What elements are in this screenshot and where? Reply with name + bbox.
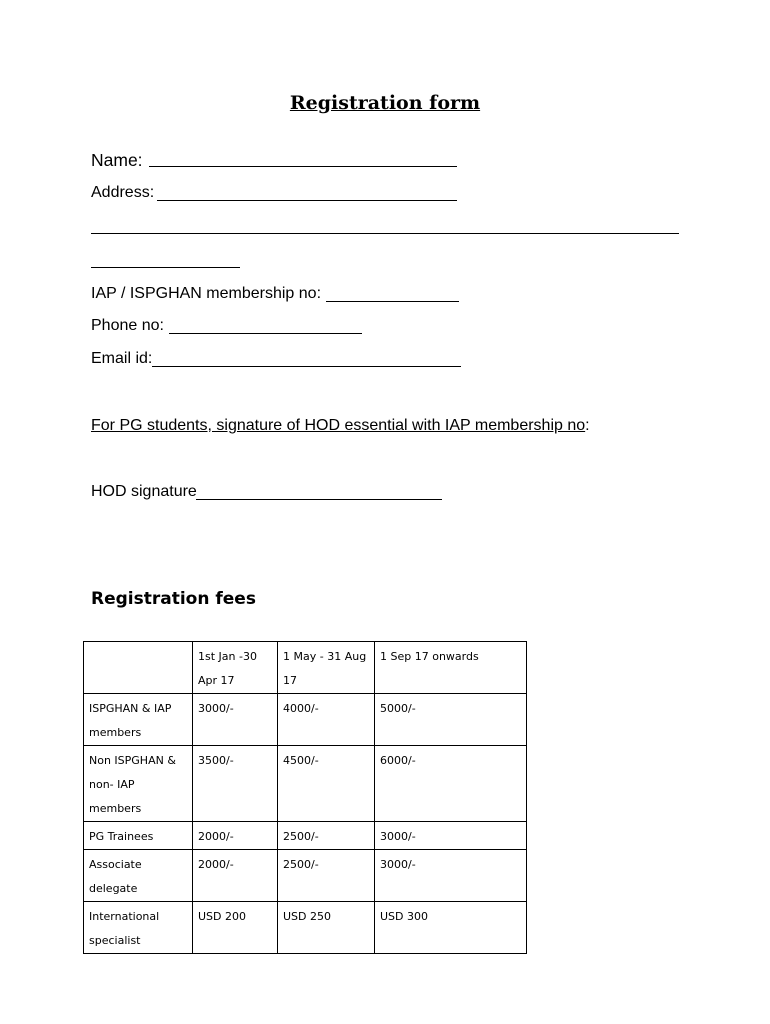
name-label: Name: [91,150,143,170]
fee-cell: USD 250 [278,902,375,954]
fee-cell: USD 200 [193,902,278,954]
header-cell: 1 Sep 17 onwards [375,642,527,694]
fee-cell: 2500/- [278,850,375,902]
pg-note-text: For PG students, signature of HOD essential with IAP membership no [91,417,586,434]
hod-signature-label: HOD signature [91,483,197,500]
email-label: Email id: [91,350,153,367]
header-cell [84,642,193,694]
fees-header-row [84,642,527,694]
table-row [84,694,527,746]
membership-field[interactable] [326,301,459,302]
fee-cell: 4500/- [278,746,375,822]
table-row [84,822,527,850]
category-cell: PG Trainees [84,822,193,850]
table-row [84,746,527,822]
fee-cell: 4000/- [278,694,375,746]
pg-note [91,417,590,435]
address-field-line-3[interactable] [91,267,240,268]
address-label: Address: [91,184,155,201]
fee-cell: 2000/- [193,850,278,902]
header-cell: 1 May - 31 Aug 17 [278,642,375,694]
hod-signature-field[interactable] [196,499,442,500]
membership-label: IAP / ISPGHAN membership no: [91,285,322,302]
fee-cell: 6000/- [375,746,527,822]
fee-cell: USD 300 [375,902,527,954]
phone-field[interactable] [169,333,362,334]
email-field[interactable] [152,366,461,367]
fee-cell: 3000/- [375,850,527,902]
fee-cell: 2000/- [193,822,278,850]
table-row [84,850,527,902]
fee-cell: 3000/- [193,694,278,746]
fees-table [83,641,527,954]
pg-note-suffix: : [585,417,590,434]
fee-cell: 5000/- [375,694,527,746]
category-cell: ISPGHAN & IAP members [84,694,193,746]
name-field[interactable] [149,166,457,167]
fee-cell: 3500/- [193,746,278,822]
table-row [84,902,527,954]
address-field[interactable] [157,200,457,201]
header-cell: 1st Jan -30 Apr 17 [193,642,278,694]
form-title: Registration form [289,92,481,114]
category-cell: International specialist [84,902,193,954]
category-cell: Associate delegate [84,850,193,902]
fee-cell: 2500/- [278,822,375,850]
phone-label: Phone no: [91,317,164,334]
address-field-line-2[interactable] [91,233,679,234]
fee-cell: 3000/- [375,822,527,850]
category-cell: Non ISPGHAN & non- IAP members [84,746,193,822]
fees-heading: Registration fees [91,589,256,609]
